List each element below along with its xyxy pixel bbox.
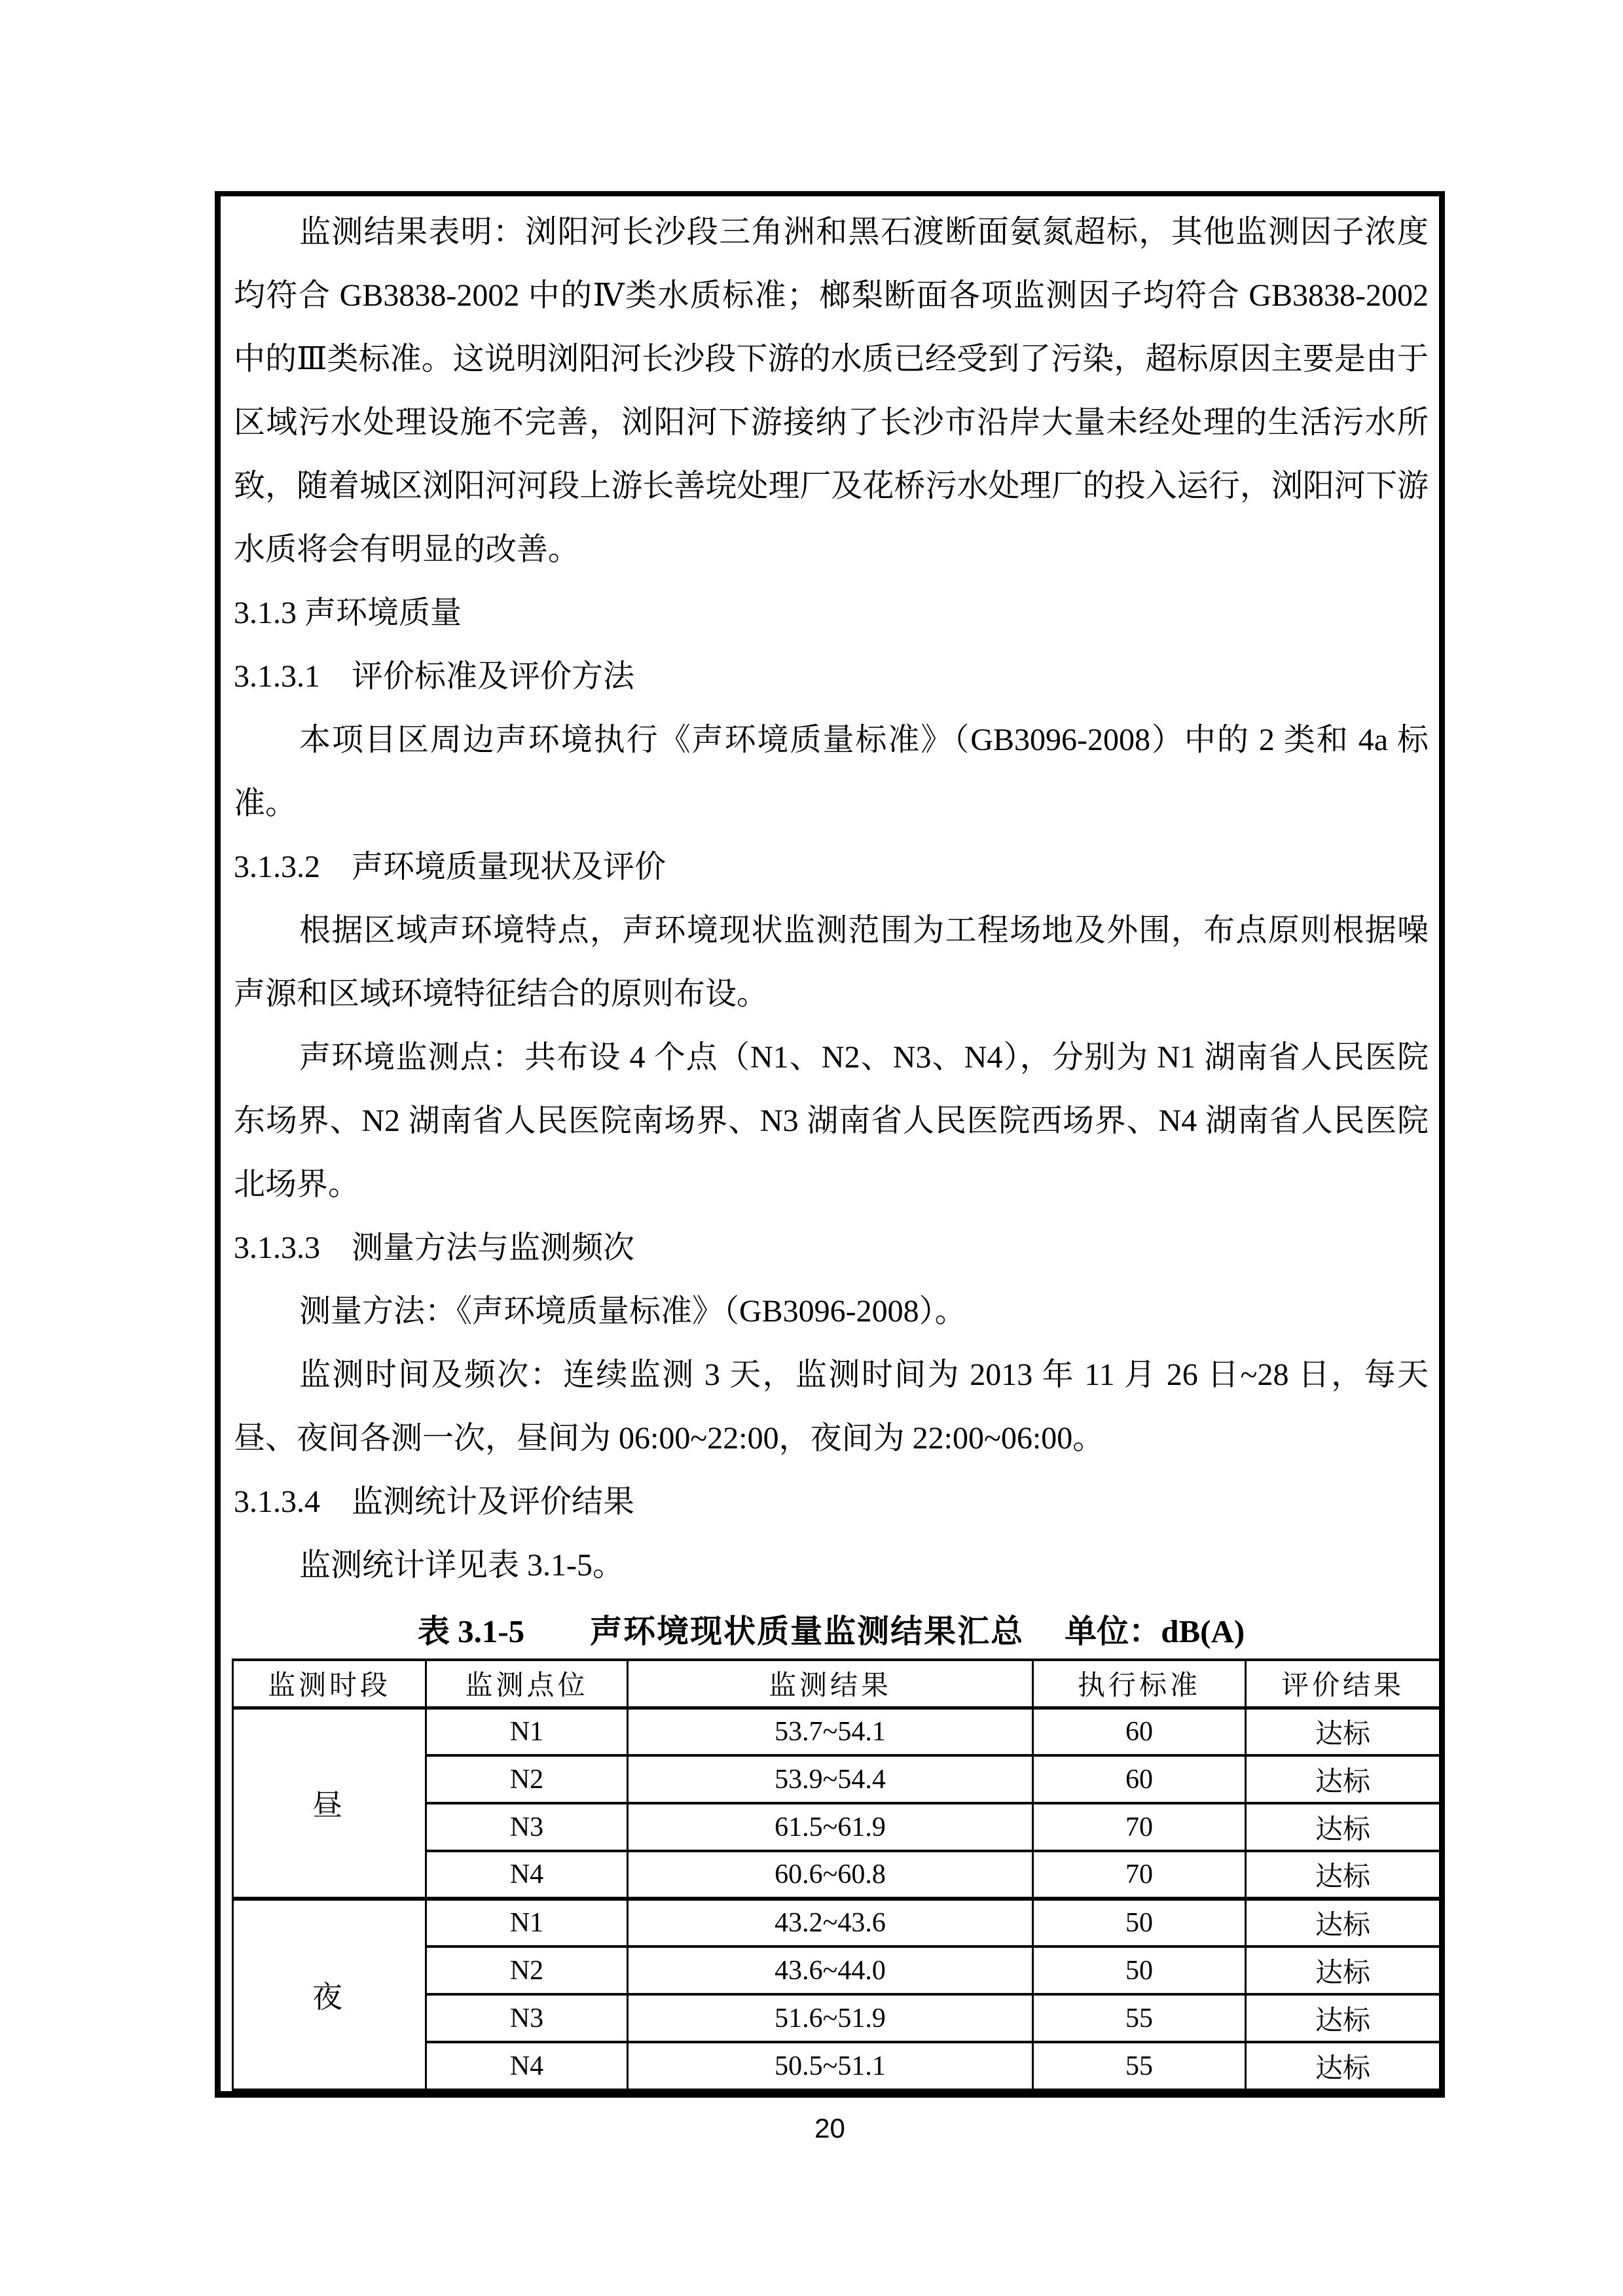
evaluation-cell: 达标 <box>1246 2042 1440 2090</box>
heading-3-1-3-1: 3.1.3.1 评价标准及评价方法 <box>234 659 635 694</box>
result-cell: 53.9~54.4 <box>628 1755 1033 1803</box>
point-cell: N4 <box>426 2042 628 2090</box>
standard-cell: 70 <box>1033 1803 1246 1851</box>
header-monitoring-point: 监测点位 <box>426 1660 628 1708</box>
table-header-row <box>233 1660 1440 1708</box>
standard-cell: 55 <box>1033 2042 1246 2090</box>
standard-cell: 60 <box>1033 1755 1246 1803</box>
result-cell: 61.5~61.9 <box>628 1803 1033 1851</box>
result-cell: 53.7~54.1 <box>628 1708 1033 1755</box>
result-cell: 60.6~60.8 <box>628 1851 1033 1899</box>
evaluation-cell: 达标 <box>1246 1994 1440 2042</box>
noise-monitoring-table <box>232 1659 1441 2091</box>
paragraph-monitoring-scope: 根据区域声环境特点，声环境现状监测范围为工程场地及外围，布点原则根据噪声源和区域环境特征结合的原则布设。 <box>234 913 1429 1011</box>
evaluation-cell: 达标 <box>1246 1899 1440 1946</box>
header-evaluation: 评价结果 <box>1246 1660 1440 1708</box>
unit-label: 单位： <box>1065 1613 1161 1649</box>
standard-cell: 60 <box>1033 1708 1246 1755</box>
point-cell: N3 <box>426 1803 628 1851</box>
heading-3-1-3: 3.1.3 声环境质量 <box>234 596 462 630</box>
point-cell: N1 <box>426 1899 628 1946</box>
header-monitoring-period: 监测时段 <box>233 1660 426 1708</box>
period-night-cell: 夜 <box>233 1899 426 2090</box>
evaluation-cell: 达标 <box>1246 1851 1440 1899</box>
header-standard: 执行标准 <box>1033 1660 1246 1708</box>
paragraph-water-quality-results: 监测结果表明：浏阳河长沙段三角洲和黑石渡断面氨氮超标，其他监测因子浓度均符合 GB3838-2002 中的Ⅳ类水质标准；榔梨断面各项监测因子均符合 GB3838-2002 中的Ⅲ类标准。这说明浏阳河长沙段下游的水质已经受到了污染，超标原因主要是由于区域污水处理设施不完善，浏阳河下游接纳了长沙市沿岸大量未经处理的生活污水所致，随着城区浏阳河河段上游长善垸处理厂及花桥污水处理厂的投入运行，浏阳河下游水质将会有明显的改善。 <box>234 215 1429 567</box>
point-cell: N2 <box>426 1946 628 1994</box>
header-monitoring-result: 监测结果 <box>628 1660 1033 1708</box>
table-row <box>233 1708 1440 1755</box>
table-row <box>233 1899 1440 1946</box>
period-day-cell: 昼 <box>233 1708 426 1899</box>
standard-cell: 50 <box>1033 1946 1246 1994</box>
paragraph-noise-standard: 本项目区周边声环境执行《声环境质量标准》（GB3096-2008）中的 2 类和 4a 标准。 <box>234 723 1429 821</box>
table-caption-unit <box>1065 1606 1245 1652</box>
evaluation-cell: 达标 <box>1246 1803 1440 1851</box>
evaluation-cell: 达标 <box>1246 1755 1440 1803</box>
standard-cell: 55 <box>1033 1994 1246 2042</box>
unit-value: dB(A) <box>1161 1613 1245 1649</box>
table-caption <box>234 1597 1429 1660</box>
standard-cell: 70 <box>1033 1851 1246 1899</box>
result-cell: 50.5~51.1 <box>628 2042 1033 2090</box>
result-cell: 43.6~44.0 <box>628 1946 1033 1994</box>
point-cell: N2 <box>426 1755 628 1803</box>
content-frame <box>215 191 1445 2098</box>
point-cell: N4 <box>426 1851 628 1899</box>
evaluation-cell: 达标 <box>1246 1946 1440 1994</box>
table-caption-title: 声环境现状质量监测结果汇总 <box>590 1613 1025 1649</box>
point-cell: N3 <box>426 1994 628 2042</box>
paragraph-monitoring-schedule: 监测时间及频次：连续监测 3 天，监测时间为 2013 年 11 月 26 日~28 日，每天昼、夜间各测一次，昼间为 06:00~22:00，夜间为 22:00~06:00。 <box>234 1357 1429 1456</box>
standard-cell: 50 <box>1033 1899 1246 1946</box>
paragraph-measurement-method: 测量方法：《声环境质量标准》（GB3096-2008）。 <box>299 1294 966 1329</box>
heading-3-1-3-2: 3.1.3.2 声环境质量现状及评价 <box>234 850 666 884</box>
result-cell: 43.2~43.6 <box>628 1899 1033 1946</box>
heading-3-1-3-4: 3.1.3.4 监测统计及评价结果 <box>234 1484 635 1519</box>
table-caption-number: 表 3.1-5 <box>417 1613 525 1649</box>
evaluation-cell: 达标 <box>1246 1708 1440 1755</box>
point-cell: N1 <box>426 1708 628 1755</box>
paragraph-table-reference: 监测统计详见表 3.1-5。 <box>299 1548 624 1583</box>
page-number: 20 <box>814 2113 845 2144</box>
heading-3-1-3-3: 3.1.3.3 测量方法与监测频次 <box>234 1230 635 1265</box>
result-cell: 51.6~51.9 <box>628 1994 1033 2042</box>
paragraph-monitoring-points: 声环境监测点：共布设 4 个点（N1、N2、N3、N4），分别为 N1 湖南省人民医院东场界、N2 湖南省人民医院南场界、N3 湖南省人民医院西场界、N4 湖南省人民医院北场界。 <box>234 1040 1429 1202</box>
